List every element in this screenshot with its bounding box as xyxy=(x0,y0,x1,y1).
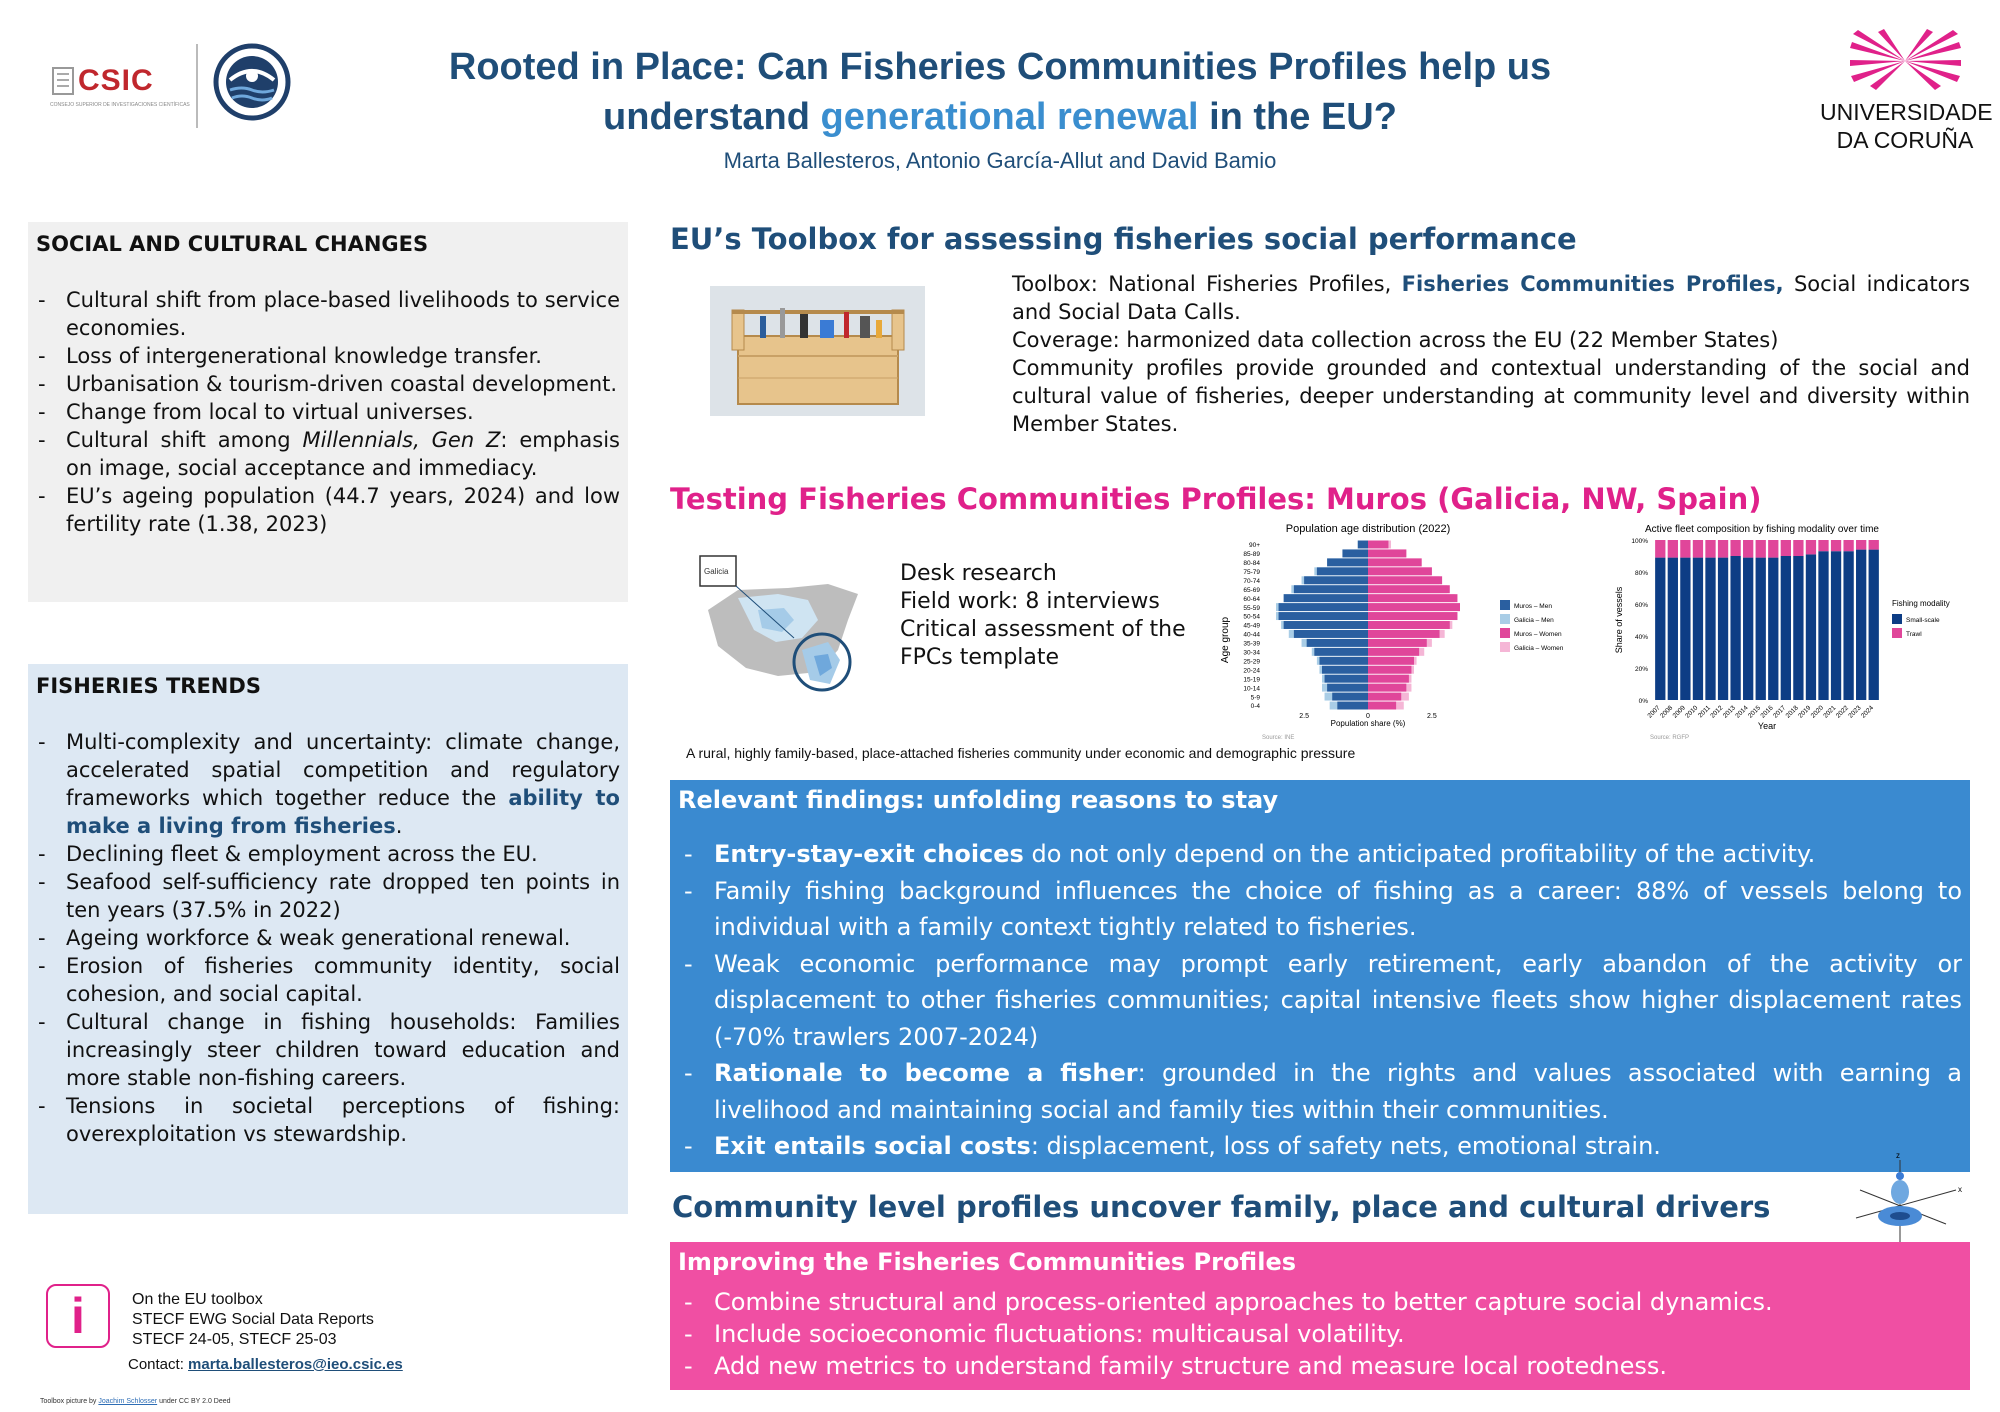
tick-label: 80% xyxy=(1634,570,1648,577)
csic-logo-text: CSIC xyxy=(78,64,154,97)
tick-label: 2014 xyxy=(1734,704,1750,720)
info-icon: i xyxy=(46,1284,110,1348)
bar xyxy=(1756,558,1766,700)
tick-label: 50-54 xyxy=(1243,613,1260,621)
bar xyxy=(1368,702,1396,710)
findings-list xyxy=(678,836,1962,1165)
list-item: - Combine structural and process-oriented approaches to better capture social dynamics. xyxy=(678,1286,1962,1318)
trends-list xyxy=(36,728,620,1148)
item-bold: Entry-stay-exit choices xyxy=(714,840,1024,868)
bar xyxy=(1368,567,1432,575)
item-emphasis: Millennials, Gen Z xyxy=(302,428,501,452)
ieo-logo xyxy=(212,42,292,122)
community-heading: Community level profiles uncover family, place and cultural drivers xyxy=(672,1190,1771,1224)
bar xyxy=(1680,558,1690,700)
bar xyxy=(1831,540,1841,551)
chart-title: Population age distribution (2022) xyxy=(1285,523,1451,535)
bar xyxy=(1368,585,1450,593)
axis-z-label: z xyxy=(1896,1151,1900,1160)
tick-label: 2013 xyxy=(1721,704,1738,720)
axis-x-label: x xyxy=(1958,1185,1962,1194)
bar xyxy=(1730,556,1740,700)
chart-source: Source: INE xyxy=(1262,735,1295,740)
bar xyxy=(1743,558,1753,700)
bar xyxy=(1781,556,1791,700)
bar xyxy=(1314,648,1368,656)
tick-label: 2024 xyxy=(1859,704,1876,720)
list-item: - EU’s ageing population (44.7 years, 2024) and low fertility rate (1.38, 2023) xyxy=(36,482,620,538)
bar xyxy=(1368,666,1411,674)
tick-label: 10-14 xyxy=(1243,685,1260,693)
tick-label: 2018 xyxy=(1784,704,1800,720)
legend-swatch xyxy=(1500,600,1510,610)
toolbox-paragraph: Coverage: harmonized data collection across the EU (22 Member States) xyxy=(1012,328,1779,352)
info-line: STECF 24-05, STECF 25-03 xyxy=(132,1331,337,1348)
bar xyxy=(1368,558,1422,566)
title-line-1: Rooted in Place: Can Fisheries Communities Profiles help us xyxy=(448,46,1552,88)
tick-label: 2017 xyxy=(1772,704,1788,720)
bar xyxy=(1693,558,1703,700)
map-inset-label: Galicia xyxy=(704,567,729,576)
bar xyxy=(1718,558,1728,700)
bar xyxy=(1806,540,1816,554)
bar xyxy=(1368,603,1460,611)
poster-title xyxy=(330,42,1670,142)
tick-label: 20% xyxy=(1634,666,1648,673)
tick-label: 2010 xyxy=(1684,704,1700,720)
toolbox-description xyxy=(1012,270,1970,438)
bar xyxy=(1668,540,1678,558)
tick-label: 2022 xyxy=(1834,704,1851,720)
x-axis-label: Population share (%) xyxy=(1330,719,1406,728)
bar xyxy=(1793,556,1803,700)
list-item: - Change from local to virtual universes. xyxy=(36,398,620,426)
legend-label: Galicia – Men xyxy=(1514,617,1554,624)
item-bold: Exit entails social costs xyxy=(714,1132,1031,1160)
chart-title: Active fleet composition by fishing modality over time xyxy=(1645,524,1879,535)
bar xyxy=(1368,657,1414,665)
item-text: emphasis on image, social acceptance and immediacy. xyxy=(66,428,620,480)
toolbox-paragraph xyxy=(1012,270,1970,326)
bar xyxy=(1279,603,1368,611)
title-highlight: generational renewal xyxy=(820,96,1199,138)
bar xyxy=(1843,540,1853,551)
tick-label: 75-79 xyxy=(1243,569,1260,576)
tick-label: 60-64 xyxy=(1243,595,1260,603)
chart-source: Source: RGFP xyxy=(1650,735,1690,740)
tick-label: 40% xyxy=(1634,634,1648,641)
udc-logo xyxy=(1820,26,1993,156)
list-item: - Include socioeconomic fluctuations: multicausal volatility. xyxy=(678,1318,1962,1350)
tick-label: 0 xyxy=(1366,713,1370,720)
gyroscope-icon xyxy=(1846,1150,1966,1250)
bar xyxy=(1368,549,1406,557)
bar xyxy=(1368,576,1442,584)
bar xyxy=(1332,693,1368,701)
bar xyxy=(1307,639,1368,647)
list-item: - Cultural shift from place-based livelihoods to service economies. xyxy=(36,286,620,342)
bar xyxy=(1781,540,1791,556)
tick-label: 2021 xyxy=(1822,704,1838,720)
bar xyxy=(1743,540,1753,558)
item-text: Cultural shift among xyxy=(66,428,303,452)
method-item: FPCs template xyxy=(900,645,1060,670)
legend-title: Fishing modality xyxy=(1892,599,1950,608)
bar xyxy=(1294,630,1368,638)
tick-label: 2.5 xyxy=(1299,713,1309,720)
info-text xyxy=(132,1290,374,1350)
csic-logo xyxy=(50,62,190,112)
bar xyxy=(1279,612,1368,620)
bar xyxy=(1325,675,1368,683)
bar xyxy=(1818,551,1828,700)
tick-label: 40-44 xyxy=(1243,631,1260,639)
tick-label: 2008 xyxy=(1659,704,1675,720)
tick-label: 60% xyxy=(1634,602,1648,609)
bar xyxy=(1368,612,1457,620)
tick-label: 2009 xyxy=(1671,704,1687,720)
tick-label: 80-84 xyxy=(1243,560,1260,568)
contact-email-link[interactable]: marta.ballesteros@ieo.csic.es xyxy=(188,1356,403,1373)
tick-label: 0-4 xyxy=(1250,703,1260,711)
tick-label: 70-74 xyxy=(1243,577,1260,585)
tick-label: 2016 xyxy=(1759,704,1775,720)
social-list xyxy=(36,286,620,538)
list-item: - Declining fleet & employment across the EU. xyxy=(36,840,620,868)
list-item xyxy=(678,1128,1962,1165)
bar xyxy=(1358,541,1368,549)
bar xyxy=(1294,585,1368,593)
list-item: - Add new metrics to understand family structure and measure local rootedness. xyxy=(678,1350,1962,1382)
bar xyxy=(1319,657,1368,665)
tick-label: 30-34 xyxy=(1243,649,1260,657)
bar xyxy=(1368,648,1419,656)
bar xyxy=(1368,693,1401,701)
list-item: - Seafood self-sufficiency rate dropped ten points in ten years (37.5% in 2022) xyxy=(36,868,620,924)
list-item xyxy=(36,426,620,482)
y-axis-label: Age group xyxy=(1220,616,1231,664)
bar xyxy=(1843,551,1853,700)
tick-label: 2012 xyxy=(1709,704,1725,720)
tick-label: 2011 xyxy=(1697,704,1712,720)
logo-divider xyxy=(196,44,198,128)
bar xyxy=(1317,567,1368,575)
item-text: Multi-complexity and uncertainty: climate change, accelerated spatial competition and regulatory frameworks which together reduce the xyxy=(66,730,620,810)
bar xyxy=(1768,558,1778,700)
tick-label: 85-89 xyxy=(1243,551,1260,559)
list-item: - Loss of intergenerational knowledge transfer. xyxy=(36,342,620,370)
info-line: STECF EWG Social Data Reports xyxy=(132,1311,374,1328)
bar xyxy=(1368,684,1406,692)
bar xyxy=(1304,576,1368,584)
credit-text: Toolbox picture by xyxy=(40,1398,99,1405)
bar xyxy=(1869,540,1879,550)
title-line-2-pre: understand xyxy=(603,96,821,138)
bar xyxy=(1680,540,1690,558)
list-item: - Family fishing background influences the choice of fishing as a career: 88% of vessels belong to individual with a family context tightly related to fisheries. xyxy=(678,873,1962,946)
bar xyxy=(1869,550,1879,700)
toolbox-photo xyxy=(710,286,925,416)
legend-swatch xyxy=(1892,628,1902,638)
findings-panel xyxy=(670,780,1970,1172)
list-item: - Ageing workforce & weak generational renewal. xyxy=(36,924,620,952)
authors: Marta Ballesteros, Antonio García-Allut and David Bamio xyxy=(723,148,1277,173)
legend-label: Trawl xyxy=(1906,631,1922,638)
udc-line-1: UNIVERSIDADE xyxy=(1820,99,1993,125)
tick-label: 2.5 xyxy=(1427,713,1437,720)
bar xyxy=(1668,558,1678,700)
csic-logo-subtitle: CONSEJO SUPERIOR DE INVESTIGACIONES CIENTÍFICAS xyxy=(50,102,190,108)
y-axis-label: Share of vessels xyxy=(1614,586,1624,654)
list-item xyxy=(36,728,620,840)
contact xyxy=(128,1356,403,1373)
csic-emblem-icon xyxy=(50,66,76,96)
list-item: - Urbanisation & tourism-driven coastal development. xyxy=(36,370,620,398)
bar xyxy=(1793,540,1803,556)
tick-label: 2015 xyxy=(1746,704,1763,720)
fisheries-trends-panel xyxy=(28,664,628,1214)
udc-logo-text xyxy=(1820,98,1993,154)
legend-swatch xyxy=(1892,614,1902,624)
improving-panel xyxy=(670,1242,1970,1390)
bar xyxy=(1368,630,1440,638)
bar xyxy=(1693,540,1703,558)
bar xyxy=(1768,540,1778,558)
bar xyxy=(1337,702,1368,710)
legend-label: Muros – Women xyxy=(1514,631,1562,638)
method-item: Field work: 8 interviews xyxy=(900,589,1160,614)
ieo-emblem-icon xyxy=(212,42,292,122)
tick-label: 2023 xyxy=(1847,704,1863,720)
bar xyxy=(1322,666,1368,674)
item-text: : xyxy=(500,428,508,452)
toolbox-image-icon xyxy=(710,286,925,416)
population-pyramid-chart xyxy=(1218,520,1598,740)
paragraph-bold: Fisheries Communities Profiles, xyxy=(1401,272,1784,296)
list-item: - Weak economic performance may prompt early retirement, early abandon of the activity or displacement to other fisheries communities; capital intensive fleets show higher displacement rates (-70% trawlers 2007-2024) xyxy=(678,946,1962,1056)
tick-label: 0% xyxy=(1638,698,1648,705)
title-line-2-post: in the EU? xyxy=(1198,96,1397,138)
bar xyxy=(1368,594,1457,602)
method-item: Critical assessment of the xyxy=(900,617,1186,642)
tick-label: 2020 xyxy=(1809,704,1825,720)
social-cultural-panel xyxy=(28,222,628,602)
social-heading: SOCIAL AND CULTURAL CHANGES xyxy=(36,232,429,256)
item-text: : grounded in the rights and values associated with earning a livelihood and maintaining social and family ties within their communities. xyxy=(714,1059,1963,1124)
bar xyxy=(1705,558,1715,700)
bar xyxy=(1730,540,1740,556)
list-item: - Erosion of fisheries community identity, social cohesion, and social capital. xyxy=(36,952,620,1008)
tick-label: 65-69 xyxy=(1243,586,1260,594)
tick-label: 90+ xyxy=(1248,542,1260,550)
findings-heading: Relevant findings: unfolding reasons to stay xyxy=(678,786,1279,814)
tick-label: 2019 xyxy=(1797,704,1813,720)
bar xyxy=(1368,675,1409,683)
bar xyxy=(1368,621,1450,629)
x-axis-label: Year xyxy=(1757,721,1777,731)
photo-credit xyxy=(40,1398,231,1405)
list-item: - Cultural change in fishing households: Families increasingly steer children toward education and more stable non-fishing careers. xyxy=(36,1008,620,1092)
bar xyxy=(1818,540,1828,551)
legend-swatch xyxy=(1500,642,1510,652)
title-line-2 xyxy=(330,92,1670,142)
bar xyxy=(1806,554,1816,700)
tick-label: 35-39 xyxy=(1243,640,1260,648)
credit-link[interactable]: Joachim Schlosser xyxy=(98,1398,158,1405)
paragraph-text: Toolbox: National Fisheries Profiles, xyxy=(1012,272,1402,296)
tick-label: 45-49 xyxy=(1243,622,1260,630)
testing-heading: Testing Fisheries Communities Profiles: Muros (Galicia, NW, Spain) xyxy=(670,482,1762,516)
bar xyxy=(1342,549,1368,557)
legend-label: Galicia – Women xyxy=(1514,645,1564,652)
bar xyxy=(1655,540,1665,558)
udc-emblem-icon xyxy=(1848,26,1963,96)
list-item: - Tensions in societal perceptions of fishing: overexploitation vs stewardship. xyxy=(36,1092,620,1148)
item-bold: ability to make a living from fisheries xyxy=(66,786,620,838)
toolbox-heading: EU’s Toolbox for assessing fisheries social performance xyxy=(670,222,1577,256)
map-caption: A rural, highly family-based, place-attached fisheries community under economic and demographic pressure xyxy=(686,745,1356,761)
bar xyxy=(1284,621,1368,629)
bar xyxy=(1718,540,1728,558)
tick-label: 25-29 xyxy=(1243,658,1260,666)
item-text: : displacement, loss of safety nets, emotional strain. xyxy=(1030,1132,1661,1160)
improving-heading: Improving the Fisheries Communities Profiles xyxy=(678,1248,1296,1276)
bar xyxy=(1856,550,1866,700)
tick-label: 55-59 xyxy=(1243,604,1260,612)
bar xyxy=(1655,558,1665,700)
tick-label: 20-24 xyxy=(1243,667,1260,675)
toolbox-paragraph: Community profiles provide grounded and contextual understanding of the social and cultural value of fisheries, deeper understanding at community level and diversity within Member States. xyxy=(1012,356,1970,436)
tick-label: 100% xyxy=(1631,538,1648,545)
contact-label: Contact: xyxy=(128,1356,189,1373)
legend-swatch xyxy=(1500,628,1510,638)
map-image xyxy=(698,550,888,720)
spain-map xyxy=(698,550,888,720)
bar xyxy=(1831,551,1841,700)
list-item xyxy=(678,836,1962,873)
bar xyxy=(1327,558,1368,566)
legend-label: Small-scale xyxy=(1906,617,1940,624)
tick-label: 5-9 xyxy=(1250,694,1260,702)
info-line: On the EU toolbox xyxy=(132,1291,263,1308)
udc-line-2: DA CORUÑA xyxy=(1836,127,1974,153)
fleet-composition-chart xyxy=(1612,520,1952,740)
tick-label: 2007 xyxy=(1646,704,1662,720)
item-bold: Rationale to become a fisher xyxy=(714,1059,1138,1087)
credit-text: under CC BY 2.0 Deed xyxy=(157,1398,231,1405)
bar xyxy=(1327,684,1368,692)
paragraph-text: Social indicators and Social Data Calls. xyxy=(1012,272,1970,324)
legend-swatch xyxy=(1500,614,1510,624)
improving-list xyxy=(678,1286,1962,1382)
item-text: . xyxy=(395,814,403,838)
methods-list xyxy=(900,560,1186,672)
bar xyxy=(1368,541,1388,549)
bar xyxy=(1284,594,1368,602)
list-item xyxy=(678,1055,1962,1128)
legend-label: Muros – Men xyxy=(1514,603,1552,610)
item-text: do not only depend on the anticipated profitability of the activity. xyxy=(1023,840,1816,868)
bar xyxy=(1856,540,1866,550)
tick-label: 15-19 xyxy=(1243,676,1260,684)
bar xyxy=(1705,540,1715,558)
trends-heading: FISHERIES TRENDS xyxy=(36,674,261,698)
bar xyxy=(1368,639,1427,647)
method-item: Desk research xyxy=(900,561,1057,586)
bar xyxy=(1756,540,1766,558)
